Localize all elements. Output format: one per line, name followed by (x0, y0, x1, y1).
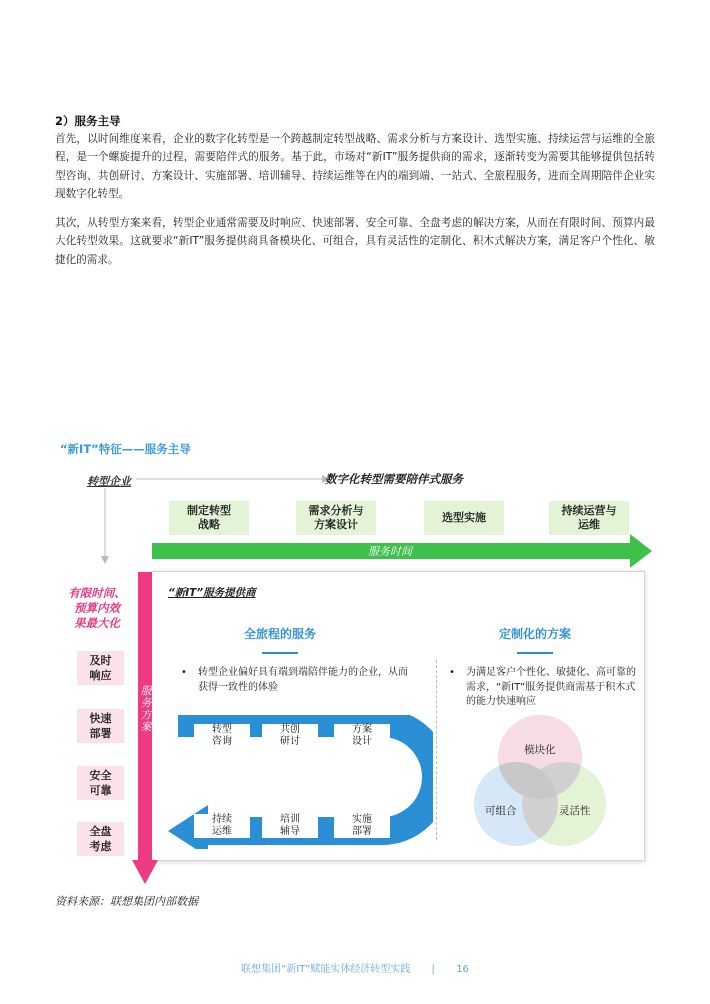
left-section-title: 全旅程的服务 (243, 627, 316, 641)
step-operation: 持续 运维 (194, 814, 250, 838)
step-design: 方案 设计 (334, 724, 390, 748)
section-heading: 2）服务主导 (55, 114, 121, 128)
figure-title: “新IT”特征——服务主导 (60, 442, 191, 456)
banner-text: 数字化转型需要陪伴式服务 (325, 472, 463, 486)
paragraph-2: 其次，从转型方案来看，转型企业通常需要及时响应、快速部署、安全可靠、全盘考虑的解决方案，从而在有限时间、预算内最大化转型效果。这就要求“新IT”服务提供商具备模块化、可组合，具有灵活性的定制化、积木式解决方案，满足客户个性化、敏捷化的需求。 (55, 217, 655, 266)
right-bullet-text: 为满足客户个性化、敏捷化、高可靠的需求，“新IT”服务提供商需基于积木式的能力快速响应 (466, 667, 636, 707)
stage-label: 需求分析与 方案设计 (308, 504, 364, 531)
stage-label: 持续运营与 运维 (561, 504, 617, 531)
time-label: 服务时间 (368, 545, 412, 558)
paragraph-1: 首先，以时间维度来看，企业的数字化转型是一个跨越制定转型战略、需求分析与方案设计、选型实施、持续运营与运维的全旅程，是一个螺旋提升的过程，需要陪伴式的服务。基于此，市场对“新IT”服务提供商的需求，逐渐转变为需要其能够提供包括转型咨询、共创研讨、方案设计、实施部署、培训辅导、持续运维等在内的端到端、一站式、全旅程服务，进而全周期陪伴企业实现数字化转型。 (55, 133, 655, 201)
stage-implementation (424, 501, 504, 535)
need-item: 安全 可靠 (77, 766, 124, 800)
need-item: 全盘 考虑 (77, 822, 124, 856)
step-deployment: 实施 部署 (334, 814, 390, 838)
venn-diagram (460, 700, 620, 860)
stage-operation (549, 501, 629, 535)
step-consulting: 转型 咨询 (194, 724, 250, 748)
source-note: 资料来源：联想集团内部数据 (55, 895, 198, 908)
stage-label: 制定转型 战略 (187, 504, 231, 531)
need-item: 及时 响应 (77, 651, 124, 685)
provider-label: “新IT”服务提供商 (168, 587, 256, 599)
venn-composable: 可组合 (485, 805, 517, 817)
section-divider (436, 660, 437, 840)
left-title-underline (262, 652, 298, 654)
solution-label: 服务方案 (139, 685, 152, 733)
stage-label: 选型实施 (442, 511, 486, 524)
left-bullet (181, 666, 416, 695)
footer-text: 联想集团“新IT”赋能实体经济转型实践 (241, 964, 411, 975)
page-number: 16 (456, 964, 469, 975)
step-workshop: 共创 研讨 (262, 724, 318, 748)
bullet-mark: • (181, 667, 187, 678)
right-title-underline (517, 652, 553, 654)
venn-modular: 模块化 (524, 744, 556, 756)
need-item: 快速 部署 (77, 709, 124, 743)
footer-separator: | (431, 964, 435, 975)
bullet-mark: • (449, 667, 455, 678)
stage-design (296, 501, 376, 535)
enterprise-label: 转型企业 (87, 475, 131, 488)
left-bullet-text: 转型企业偏好具有端到端陪伴能力的企业，从而获得一致性的体验 (198, 667, 408, 693)
step-training: 培训 辅导 (262, 814, 318, 838)
venn-flexible: 灵活性 (559, 805, 591, 817)
limited-label: 有限时间、 预算内效 果最大化 (68, 586, 126, 630)
stage-strategy (169, 501, 249, 535)
right-section-title: 定制化的方案 (498, 627, 571, 641)
page-footer (0, 960, 710, 975)
